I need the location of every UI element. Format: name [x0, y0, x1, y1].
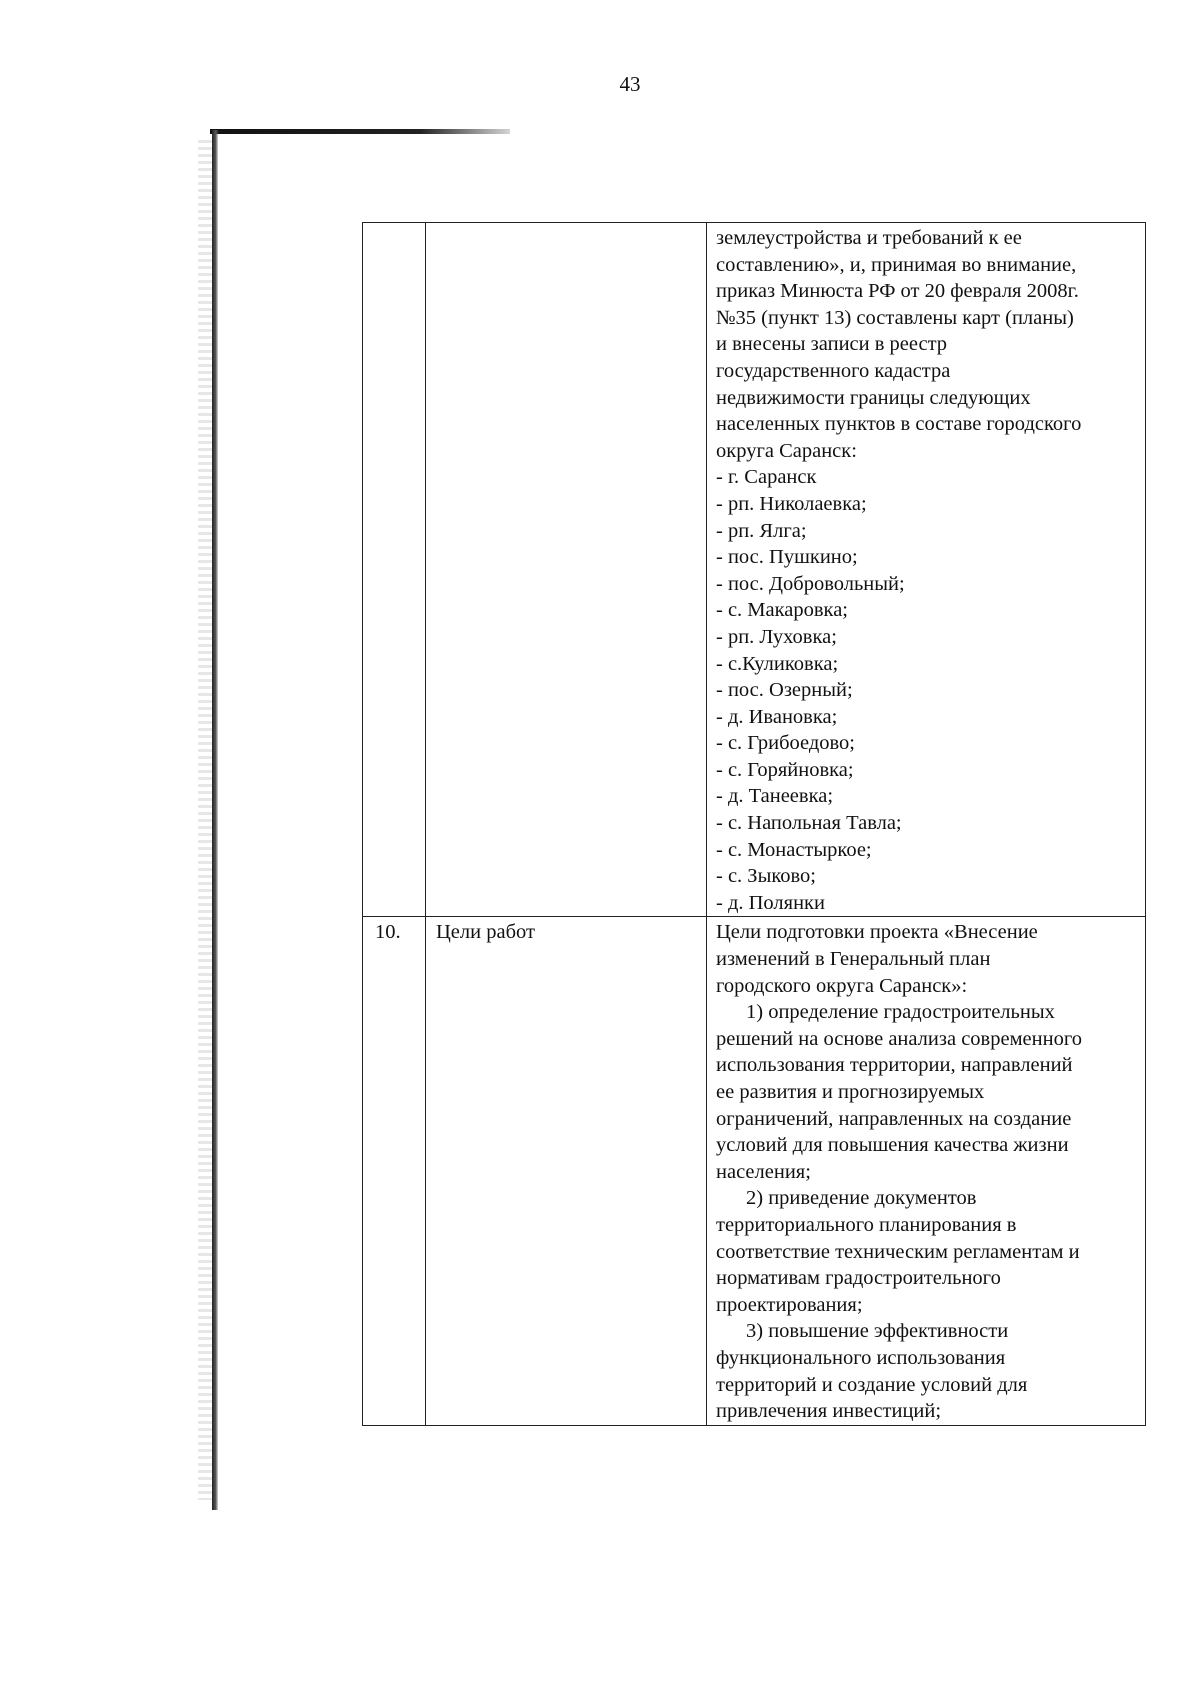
description-line: условий для повышения качества жизни — [716, 1134, 1069, 1157]
table-row — [363, 223, 1146, 917]
description-line: - рп. Николаевка; — [716, 492, 867, 515]
description-line: использования территории, направлений — [716, 1054, 1073, 1077]
description-line: функционального использования — [716, 1346, 1006, 1369]
description-line: - рп. Луховка; — [716, 625, 837, 648]
row-description — [707, 223, 1145, 916]
description-line: - с.Куликовка; — [716, 652, 839, 675]
description-line: государственного кадастра — [716, 359, 951, 382]
description-line: - с. Монастыркое; — [716, 838, 872, 861]
row-number: 10. — [375, 921, 401, 944]
description-line: - с. Горяйновка; — [716, 758, 854, 781]
description-line: населенных пунктов в составе городского — [716, 413, 1082, 436]
description-line: 1) определение градостроительных — [746, 1001, 1055, 1024]
page-number: 43 — [619, 72, 641, 96]
description-line: 2) приведение документов — [746, 1187, 977, 1210]
description-line: составлению», и, принимая во внимание, — [716, 253, 1077, 276]
description-line: нормативам градостроительного — [716, 1267, 1001, 1290]
description-line: территорий и создание условий для — [716, 1373, 1028, 1396]
row-number — [363, 223, 425, 225]
description-line: соответствие техническим регламентам и — [716, 1240, 1080, 1263]
description-line: привлечения инвестиций; — [716, 1400, 942, 1423]
row-name — [426, 223, 706, 225]
scan-edge-top — [210, 129, 510, 134]
row-name-cell — [426, 917, 707, 1425]
scan-edge-left — [212, 130, 218, 1510]
description-line: городского округа Саранск»: — [716, 974, 968, 997]
description-line: изменений в Генеральный план — [716, 948, 991, 971]
description-line: - д. Ивановка; — [716, 705, 838, 728]
description-line: - с. Грибоедово; — [716, 732, 856, 755]
description-line: - д. Танеевка; — [716, 785, 834, 808]
description-line: и внесены записи в реестр — [716, 333, 948, 356]
table-row — [363, 917, 1146, 1425]
description-line: решений на основе анализа современного — [716, 1027, 1082, 1050]
description-line: территориального планирования в — [716, 1213, 1017, 1236]
row-number-cell — [363, 223, 426, 917]
description-line: приказ Минюста РФ от 20 февраля 2008г. — [716, 280, 1079, 303]
document-table — [362, 222, 1146, 1426]
row-description — [707, 917, 1145, 1424]
row-name-cell — [426, 223, 707, 917]
description-line: - с. Зыково; — [716, 865, 816, 888]
description-line: - д. Полянки — [716, 891, 825, 914]
row-name: Цели работ — [436, 921, 535, 944]
description-line: - пос. Озерный; — [716, 679, 853, 702]
description-line: населения; — [716, 1160, 811, 1183]
description-line: 3) повышение эффективности — [746, 1320, 1009, 1343]
description-line: недвижимости границы следующих — [716, 386, 1031, 409]
row-description-cell — [707, 917, 1146, 1425]
description-line: - пос. Пушкино; — [716, 546, 858, 569]
description-line: - рп. Ялга; — [716, 519, 807, 542]
description-line: №35 (пункт 13) составлены карт (планы) — [716, 306, 1074, 329]
description-line: - г. Саранск — [716, 466, 817, 489]
scan-edge-shadow — [198, 140, 212, 1500]
description-line: ее развития и прогнозируемых — [716, 1081, 985, 1103]
description-line: ограничений, направленных на создание — [716, 1107, 1072, 1130]
description-line: округа Саранск: — [716, 439, 857, 462]
description-line: Цели подготовки проекта «Внесение — [716, 921, 1038, 944]
row-number-cell — [363, 917, 426, 1425]
description-line: проектирования; — [716, 1293, 863, 1316]
description-line: землеустройства и требований к ее — [716, 227, 1022, 249]
description-line: - с. Напольная Тавла; — [716, 812, 902, 835]
row-description-cell — [707, 223, 1146, 917]
description-line: - пос. Добровольный; — [716, 572, 905, 595]
description-line: - с. Макаровка; — [716, 599, 848, 622]
